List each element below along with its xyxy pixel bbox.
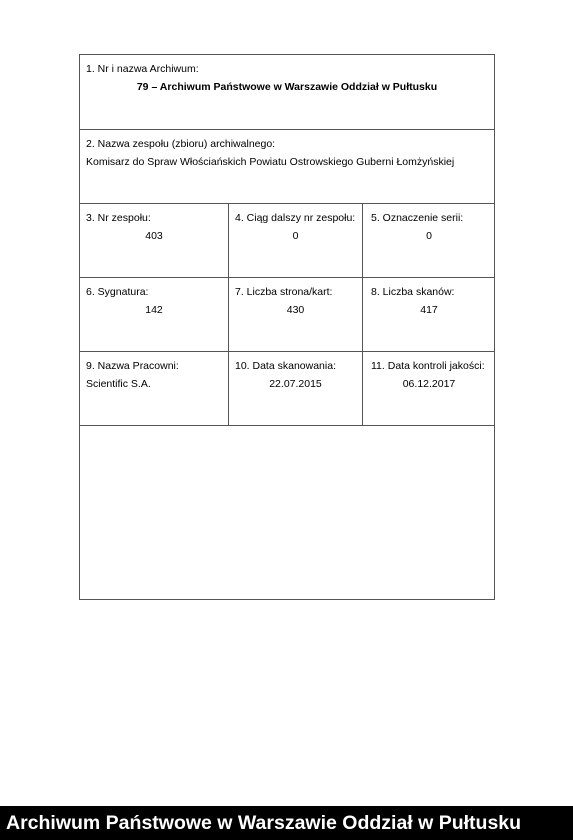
continuation-cell — [228, 204, 362, 277]
series-cell — [362, 204, 495, 277]
workshop-row — [80, 352, 494, 426]
pages-value: 430 — [286, 304, 305, 316]
control-date-label: 11. Data kontroli jakości: — [371, 360, 485, 372]
scan-date-value: 22.07.2015 — [269, 378, 322, 390]
fond-number-row — [80, 204, 494, 278]
workshop-label: 9. Nazwa Pracowni: — [86, 360, 179, 372]
pages-label: 7. Liczba strona/kart: — [235, 286, 333, 298]
archive-value: 79 – Archiwum Państwowe w Warszawie Oddział w Pułtusku — [136, 81, 438, 93]
fond-name-value: Komisarz do Spraw Włościańskich Powiatu Ostrowskiego Guberni Łomżyńskiej — [86, 156, 455, 168]
series-label: 5. Oznaczenie serii: — [371, 212, 464, 224]
signature-cell — [80, 278, 228, 351]
scan-date-label: 10. Data skanowania: — [235, 360, 336, 372]
scan-date-cell — [228, 352, 362, 425]
fond-number-cell — [80, 204, 228, 277]
scans-label: 8. Liczba skanów: — [371, 286, 455, 298]
signature-label: 6. Sygnatura: — [86, 286, 149, 298]
signature-value: 142 — [145, 304, 163, 316]
fond-name-label: 2. Nazwa zespołu (zbioru) archiwalnego: — [86, 138, 276, 150]
workshop-cell — [80, 352, 228, 425]
fond-name-row — [80, 130, 494, 204]
control-date-cell — [362, 352, 495, 425]
archive-label: 1. Nr i nazwa Archiwum: — [86, 63, 199, 75]
continuation-label: 4. Ciąg dalszy nr zespołu: — [235, 212, 356, 224]
workshop-value: Scientific S.A. — [86, 378, 151, 390]
scans-cell — [362, 278, 495, 351]
fond-number-value: 403 — [145, 230, 163, 242]
archive-metadata-card — [79, 54, 495, 600]
archive-row — [80, 55, 494, 130]
fond-number-label: 3. Nr zespołu: — [86, 212, 151, 224]
continuation-value: 0 — [292, 230, 299, 242]
blank-area — [80, 426, 494, 600]
series-value: 0 — [426, 230, 432, 242]
pages-cell — [228, 278, 362, 351]
footer-banner: Archiwum Państwowe w Warszawie Oddział w Pułtusku — [0, 806, 573, 840]
scans-value: 417 — [420, 304, 438, 316]
control-date-value: 06.12.2017 — [402, 378, 456, 390]
signature-row — [80, 278, 494, 352]
